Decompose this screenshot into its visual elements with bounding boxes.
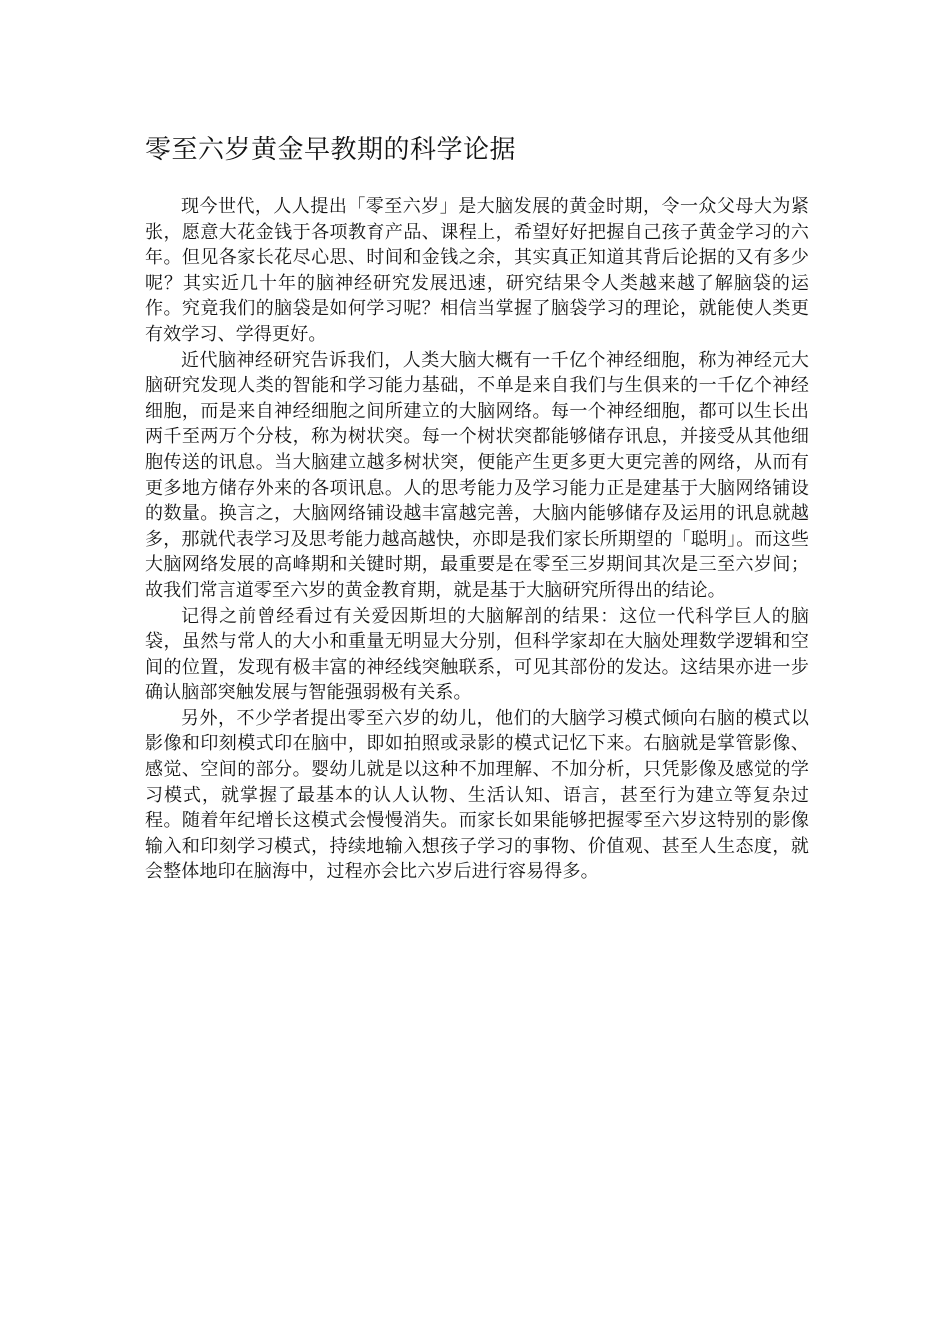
document-body — [145, 132, 809, 885]
paragraph-einstein: 记得之前曾经看过有关爱因斯坦的大脑解剖的结果：这位一代科学巨人的脑袋，虽然与常人的大小和重量无明显大分别，但科学家却在大脑处理数学逻辑和空间的位置，发现有极丰富的神经线突触联系，可见其部份的发达。这结果亦进一步确认脑部突触发展与智能强弱极有关系。 — [145, 605, 809, 704]
paragraph-intro: 现今世代，人人提出「零至六岁」是大脑发展的黄金时期，令一众父母大为紧张，愿意大花金钱于各项教育产品、课程上，希望好好把握自己孩子黄金学习的六年。但见各家长花尽心思、时间和金钱之余，其实真正知道其背后论据的又有多少呢？其实近几十年的脑神经研究发展迅速，研究结果令人类越来越了解脑袋的运作。究竟我们的脑袋是如何学习呢？相信当掌握了脑袋学习的理论，就能使人类更有效学习、学得更好。 — [145, 196, 809, 345]
paragraph-neuroscience: 近代脑神经研究告诉我们，人类大脑大概有一千亿个神经细胞，称为神经元大脑研究发现人类的智能和学习能力基础，不单是来自我们与生俱来的一千亿个神经细胞，而是来自神经细胞之间所建立的大脑网络。每一个神经细胞，都可以生长出两千至两万个分枝，称为树状突。每一个树状突都能够储存讯息，并接受从其他细胞传送的讯息。当大脑建立越多树状突，便能产生更多更大更完善的网络，从而有更多地方储存外来的各项讯息。人的思考能力及学习能力正是建基于大脑网络铺设的数量。换言之，大脑网络铺设越丰富越完善，大脑内能够储存及运用的讯息就越多，那就代表学习及思考能力越高越快，亦即是我们家长所期望的「聪明」。而这些大脑网络发展的高峰期和关键时期，最重要是在零至三岁期间其次是三至六岁间；故我们常言道零至六岁的黄金教育期，就是基于大脑研究所得出的结论。 — [145, 349, 809, 601]
document-title: 零至六岁黄金早教期的科学论据 — [145, 135, 517, 165]
paragraph-right-brain: 另外，不少学者提出零至六岁的幼儿，他们的大脑学习模式倾向右脑的模式以影像和印刻模式印在脑中，即如拍照或录影的模式记忆下来。右脑就是掌管影像、感觉、空间的部分。婴幼儿就是以这种不加理解、不加分析，只凭影像及感觉的学习模式，就掌握了最基本的认人认物、生活认知、语言，甚至行为建立等复杂过程。随着年纪增长这模式会慢慢消失。而家长如果能够把握零至六岁这特别的影像输入和印刻学习模式，持续地输入想孩子学习的事物、价值观、甚至人生态度，就会整体地印在脑海中，过程亦会比六岁后进行容易得多。 — [145, 707, 809, 883]
